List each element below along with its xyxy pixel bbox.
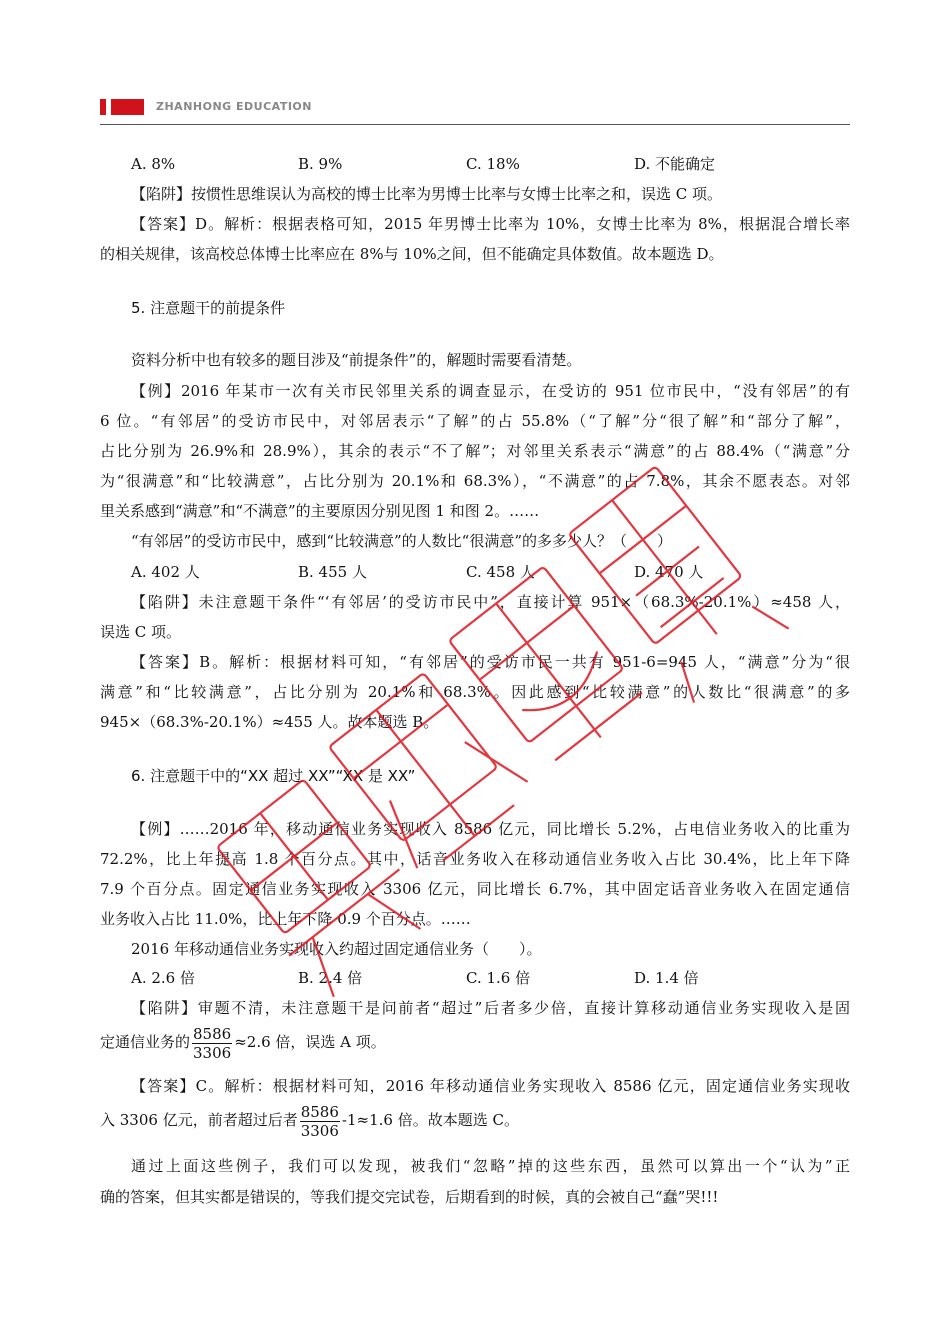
s6-question: 2016 年移动通信业务实现收入约超过固定通信业务（ ）。 [131, 940, 542, 958]
q4-option-a: A. 8% [131, 155, 176, 173]
s6-example-line-2: 72.2%，比上年提高 1.8 个百分点。其中，话音业务收入在移动通信业务收入占比 30.4%，比上年下降 [100, 850, 850, 868]
s5-trap-line-2: 误选 C 项。 [100, 623, 182, 641]
brand-name: ZHANHONG EDUCATION [156, 100, 312, 113]
fraction-numerator: 8586 [300, 1102, 339, 1121]
s5-example-line-2: 6 位。“有邻居”的受访市民中，对邻居表示“了解”的占 55.8%（“了解”分“很了解”和“部分了解”， [100, 412, 850, 430]
s5-example-line-5: 里关系感到“满意”和“不满意”的主要原因分别见图 1 和图 2。…… [100, 502, 540, 520]
s6-option-d: D. 1.4 倍 [634, 969, 699, 987]
s6-answer-line-2 [100, 1100, 850, 1140]
s5-option-d: D. 470 人 [634, 563, 704, 581]
s5-example-line-4: 为“很满意”和“比较满意”，占比分别为 20.1%和 68.3%），“不满意”的占 7.8%，其余不愿表态。对邻 [100, 472, 850, 490]
fraction-8586-over-3306 [192, 1025, 232, 1062]
conclusion-line-2: 确的答案，但其实都是错误的，等我们提交完试卷，后期看到的时候，真的会被自己“蠢”哭!!! [100, 1188, 719, 1206]
s5-option-b: B. 455 人 [298, 563, 367, 581]
s6-option-c: C. 1.6 倍 [466, 969, 531, 987]
s5-question: “有邻居”的受访市民中，感到“比较满意”的人数比“很满意”的多多少人？（ ） [131, 532, 673, 550]
q4-option-b: B. 9% [298, 155, 343, 173]
q4-trap: 【陷阱】按惯性思维误认为高校的博士比率为男博士比率与女博士比率之和，误选 C 项。 [131, 185, 723, 203]
s5-answer-line-2: 满意”和“比较满意”，占比分别为 20.1%和 68.3%。因此感到“比较满意”的人数比“很满意”的多 [100, 683, 850, 701]
brand-logo [100, 99, 144, 115]
s6-example-line-4: 业务收入占比 11.0%，比上年下降 0.9 个百分点。…… [100, 910, 471, 928]
s5-option-c: C. 458 人 [466, 563, 535, 581]
fraction-8586-over-3306 [300, 1103, 340, 1140]
s5-answer-line-3: 945×（68.3%-20.1%）≈455 人。故本题选 B。 [100, 713, 439, 731]
s6-option-a: A. 2.6 倍 [131, 969, 195, 987]
s6-answer-suffix: -1≈1.6 倍。故本题选 C。 [341, 1111, 519, 1129]
s6-trap-prefix: 定通信业务的 [100, 1033, 191, 1051]
s6-trap-suffix: ≈2.6 倍，误选 A 项。 [234, 1033, 386, 1051]
s5-trap-line-1: 【陷阱】未注意题干条件“‘有邻居’的受访市民中”，直接计算 951×（68.3%-20.1%）≈458 人， [131, 593, 850, 611]
fraction-numerator: 8586 [193, 1024, 232, 1043]
s6-answer-prefix: 入 3306 亿元，前者超过后者 [100, 1111, 298, 1129]
q4-answer-line-1: 【答案】D。解析：根据表格可知，2015 年男博士比率为 10%，女博士比率为 8%，根据混合增长率 [131, 215, 850, 233]
s6-option-b: B. 2.4 倍 [298, 969, 363, 987]
section-5-intro: 资料分析中也有较多的题目涉及“前提条件”的，解题时需要看清楚。 [131, 351, 582, 369]
section-6-heading: 6. 注意题干中的“XX 超过 XX”“XX 是 XX” [131, 767, 416, 785]
s5-example-line-3: 占比分别为 26.9%和 28.9%），其余的表示“不了解”；对邻里关系表示“满意”的占 88.4%（“满意”分 [100, 442, 850, 460]
section-5-heading: 5. 注意题干的前提条件 [131, 299, 286, 317]
header-divider [100, 124, 850, 125]
s6-trap-line-2 [100, 1022, 850, 1062]
s5-answer-line-1: 【答案】B。解析：根据材料可知，“有邻居”的受访市民一共有 951-6=945 人，“满意”分为“很 [131, 653, 850, 671]
s6-trap-line-1: 【陷阱】审题不清，未注意题干是问前者“超过”后者多少倍，直接计算移动通信业务实现收入是固 [131, 999, 850, 1017]
s5-option-a: A. 402 人 [131, 563, 200, 581]
s6-example-line-1: 【例】……2016 年，移动通信业务实现收入 8586 亿元，同比增长 5.2%，占电信业务收入的比重为 [131, 820, 850, 838]
q4-option-c: C. 18% [466, 155, 520, 173]
q4-answer-line-2: 的相关规律，该高校总体博士比率应在 8%与 10%之间，但不能确定具体数值。故本题选 D。 [100, 245, 724, 263]
fraction-denominator: 3306 [193, 1043, 232, 1062]
s6-answer-line-1: 【答案】C。解析：根据材料可知，2016 年移动通信业务实现收入 8586 亿元，固定通信业务实现收 [131, 1077, 850, 1095]
fraction-denominator: 3306 [300, 1121, 339, 1140]
s6-example-line-3: 7.9 个百分点。固定通信业务实现收入 3306 亿元，同比增长 6.7%，其中固定话音业务收入在固定通信 [100, 880, 850, 898]
q4-option-d: D. 不能确定 [634, 155, 716, 173]
conclusion-line-1: 通过上面这些例子，我们可以发现，被我们“忽略”掉的这些东西，虽然可以算出一个“认为”正 [131, 1157, 850, 1175]
s5-example-line-1: 【例】2016 年某市一次有关市民邻里关系的调查显示，在受访的 951 位市民中，“没有邻居”的有 [131, 382, 850, 400]
